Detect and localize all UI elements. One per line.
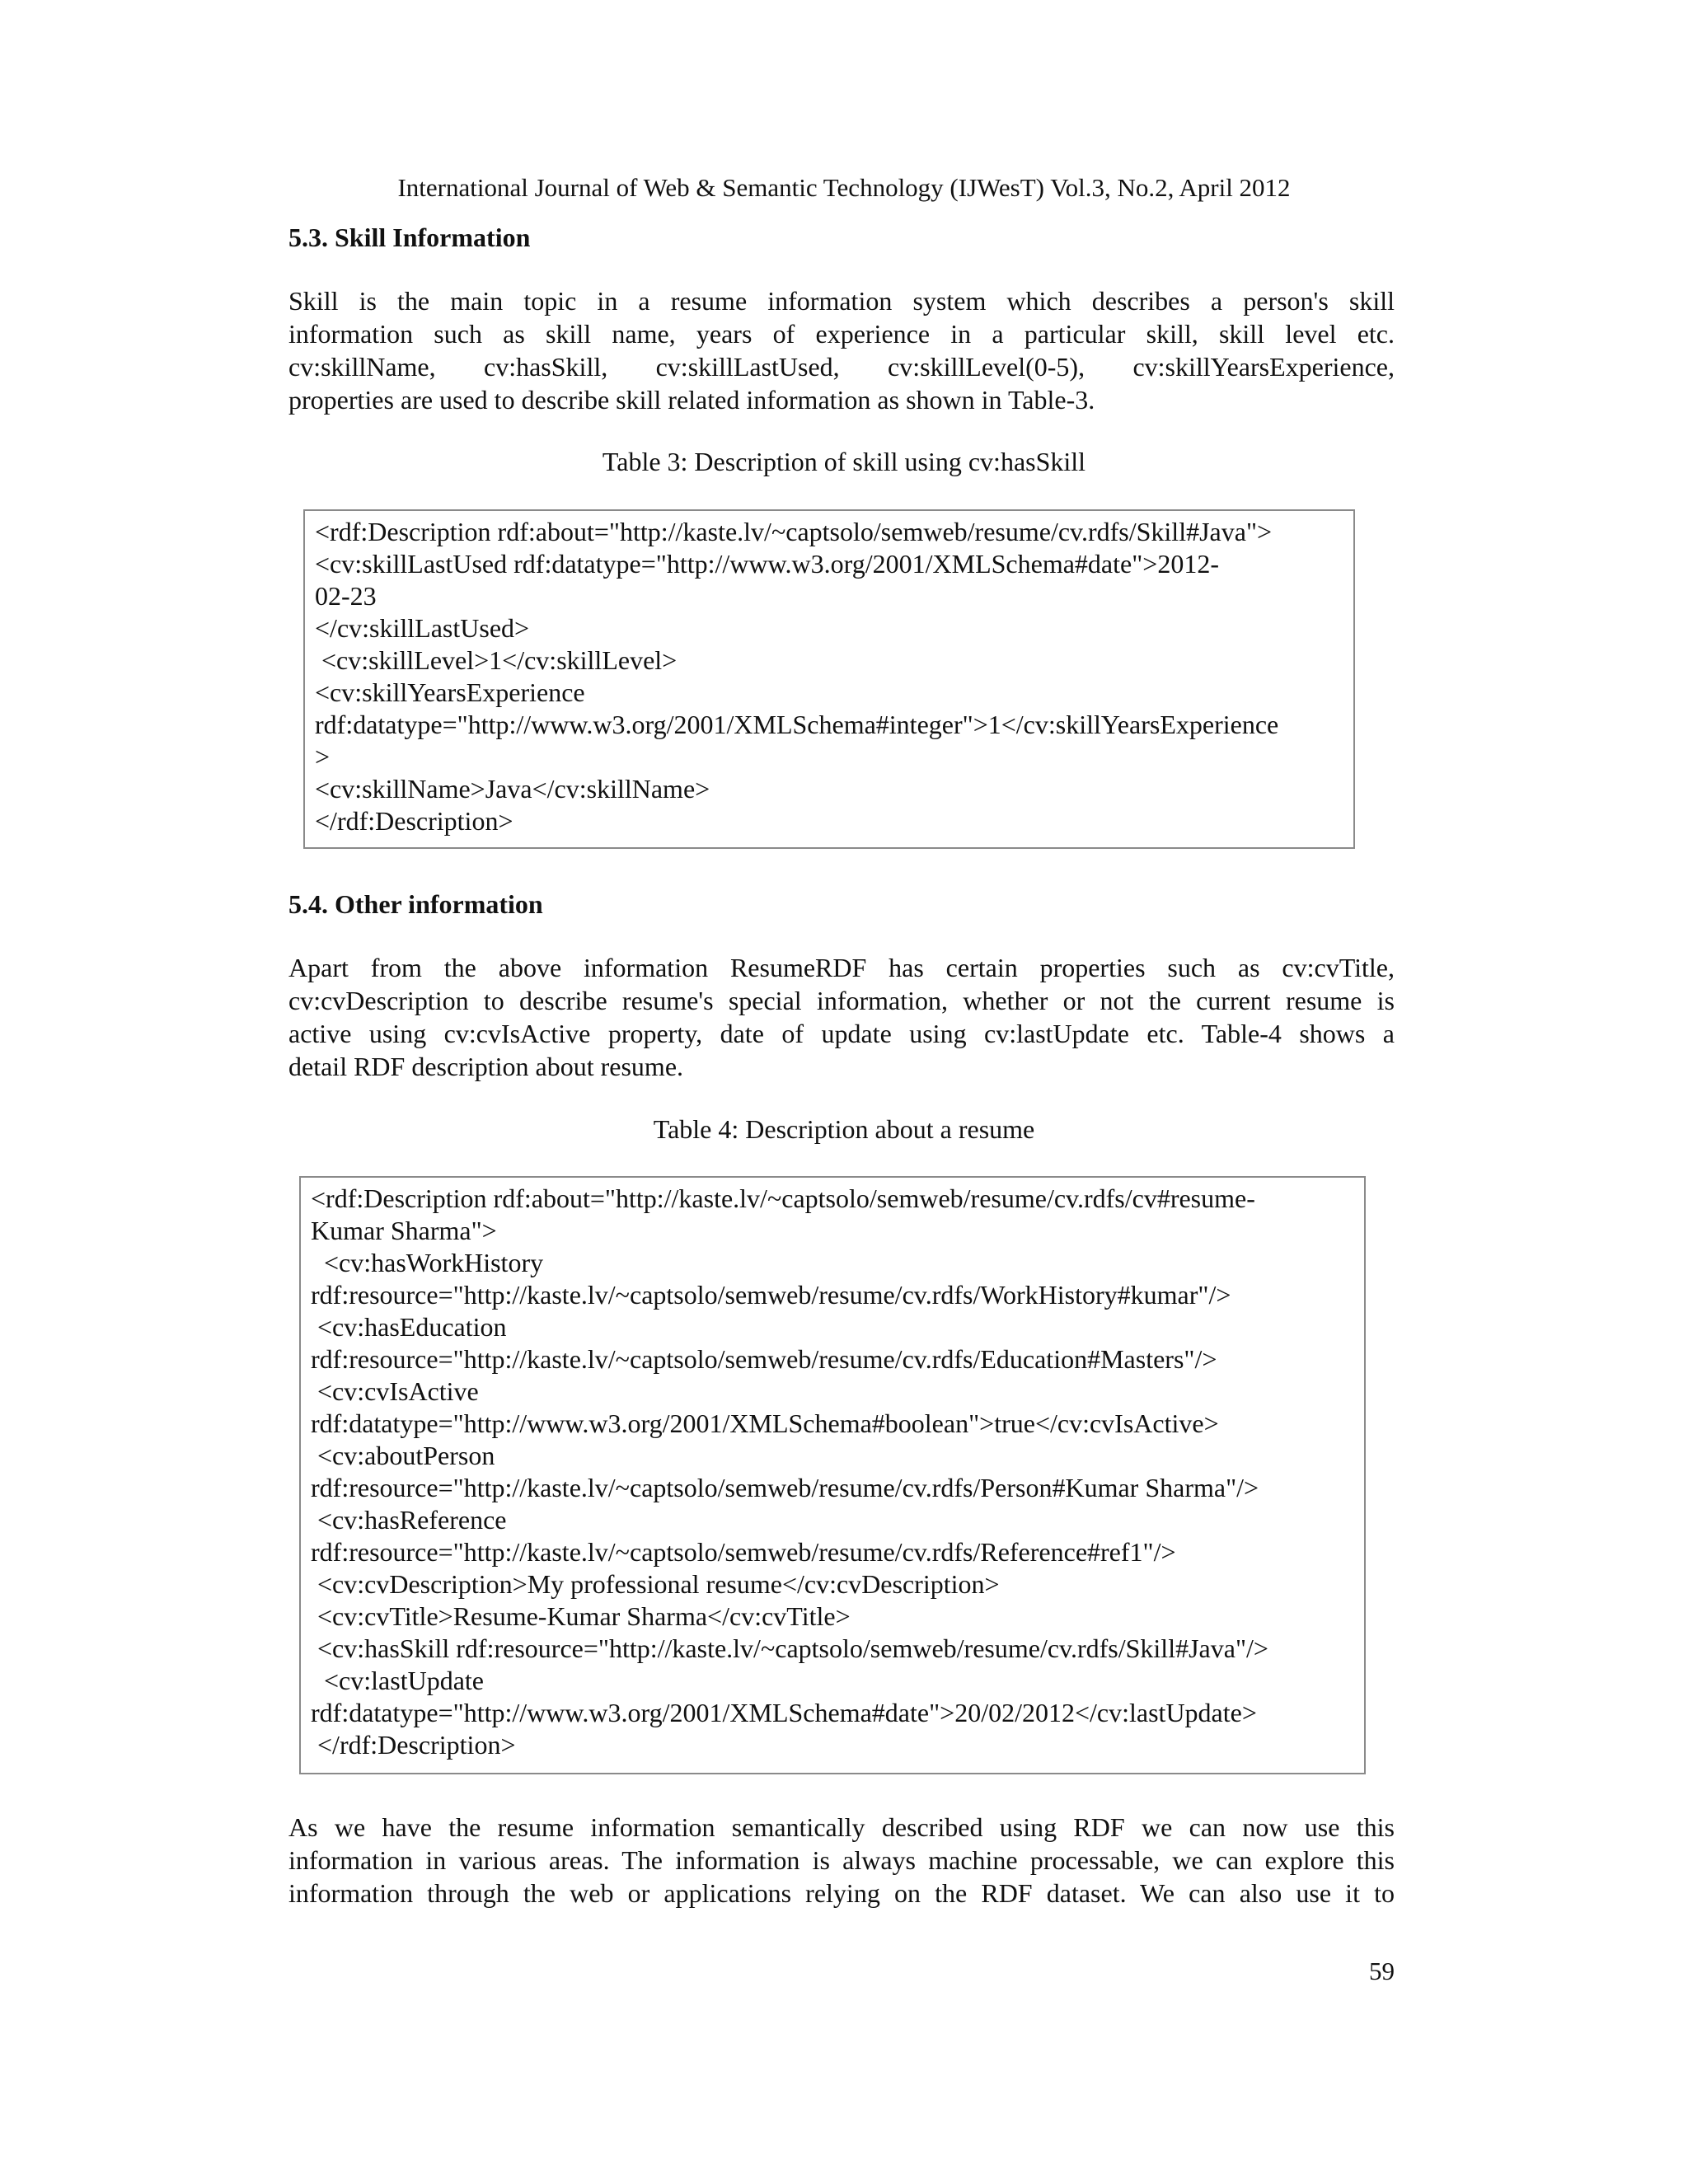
code-line: </rdf:Description> bbox=[315, 806, 513, 836]
code-line: <rdf:Description rdf:about="http://kaste.lv/~captsolo/semweb/resume/cv.rdfs/cv#resume- bbox=[311, 1183, 1255, 1213]
table-4-caption: Table 4: Description about a resume bbox=[653, 1114, 1035, 1144]
code-line: <cv:skillYearsExperience bbox=[315, 677, 585, 707]
paragraph-line: active using cv:cvIsActive property, date of update using cv:lastUpdate etc. Table-4 shows a bbox=[288, 1019, 1395, 1048]
section-heading-other-information: 5.4. Other information bbox=[288, 889, 543, 919]
code-line: <cv:cvIsActive bbox=[311, 1376, 479, 1406]
paragraph-line: As we have the resume information semantically described using RDF we can now use this bbox=[288, 1812, 1395, 1842]
section-heading-skill-information: 5.3. Skill Information bbox=[288, 223, 531, 252]
code-line: <cv:hasEducation bbox=[311, 1312, 507, 1342]
code-line: rdf:resource="http://kaste.lv/~captsolo/semweb/resume/cv.rdfs/WorkHistory#kumar"/> bbox=[311, 1280, 1231, 1310]
code-line: <cv:aboutPerson bbox=[311, 1441, 495, 1470]
code-line: <cv:hasWorkHistory bbox=[311, 1248, 544, 1277]
paragraph-line: Skill is the main topic in a resume information system which describes a person's skill bbox=[288, 286, 1395, 316]
closing-paragraph bbox=[288, 1811, 1395, 1910]
code-line: rdf:resource="http://kaste.lv/~captsolo/semweb/resume/cv.rdfs/Reference#ref1"/> bbox=[311, 1537, 1176, 1567]
code-line: rdf:datatype="http://www.w3.org/2001/XMLSchema#date">20/02/2012</cv:lastUpdate> bbox=[311, 1698, 1257, 1727]
code-line: <cv:cvDescription>My professional resume</cv:cvDescription> bbox=[311, 1569, 1000, 1599]
code-line: rdf:datatype="http://www.w3.org/2001/XMLSchema#boolean">true</cv:cvIsActive> bbox=[311, 1408, 1219, 1438]
paragraph-line: cv:cvDescription to describe resume's special information, whether or not the current resume is bbox=[288, 986, 1395, 1015]
code-line: rdf:datatype="http://www.w3.org/2001/XMLSchema#integer">1</cv:skillYearsExperience bbox=[315, 710, 1279, 739]
code-line: <cv:hasSkill rdf:resource="http://kaste.lv/~captsolo/semweb/resume/cv.rdfs/Skill#Java"/> bbox=[311, 1633, 1268, 1663]
code-line: <rdf:Description rdf:about="http://kaste.lv/~captsolo/semweb/resume/cv.rdfs/Skill#Java"> bbox=[315, 517, 1273, 546]
paragraph-line: information such as skill name, years of experience in a particular skill, skill level etc. bbox=[288, 319, 1395, 349]
skill-paragraph bbox=[288, 284, 1395, 416]
paragraph-line: properties are used to describe skill related information as shown in Table-3. bbox=[288, 385, 1095, 415]
code-line: 02-23 bbox=[315, 581, 377, 611]
table-3-code-box bbox=[303, 509, 1355, 849]
code-line: </rdf:Description> bbox=[311, 1730, 516, 1760]
page-number: 59 bbox=[1369, 1957, 1395, 1985]
paragraph-line: information through the web or applications relying on the RDF dataset. We can also use it to bbox=[288, 1878, 1395, 1908]
table-3-caption: Table 3: Description of skill using cv:hasSkill bbox=[602, 447, 1086, 476]
code-line: Kumar Sharma"> bbox=[311, 1216, 497, 1245]
code-line: > bbox=[315, 742, 331, 771]
code-line: rdf:resource="http://kaste.lv/~captsolo/semweb/resume/cv.rdfs/Person#Kumar Sharma"/> bbox=[311, 1473, 1259, 1502]
paragraph-line: Apart from the above information ResumeRDF has certain properties such as cv:cvTitle, bbox=[288, 953, 1395, 982]
code-line: </cv:skillLastUsed> bbox=[315, 613, 530, 643]
code-line: <cv:lastUpdate bbox=[311, 1666, 484, 1695]
running-header: International Journal of Web & Semantic Technology (IJWesT) Vol.3, No.2, April 2012 bbox=[397, 173, 1291, 202]
paragraph-line: cv:skillName, cv:hasSkill, cv:skillLastUsed, cv:skillLevel(0-5), cv:skillYearsExperience, bbox=[288, 352, 1395, 382]
code-line: rdf:resource="http://kaste.lv/~captsolo/semweb/resume/cv.rdfs/Education#Masters"/> bbox=[311, 1344, 1217, 1374]
other-information-paragraph bbox=[288, 951, 1395, 1083]
code-line: <cv:skillLevel>1</cv:skillLevel> bbox=[315, 645, 678, 675]
code-line: <cv:cvTitle>Resume-Kumar Sharma</cv:cvTitle> bbox=[311, 1601, 851, 1631]
code-line: <cv:skillLastUsed rdf:datatype="http://www.w3.org/2001/XMLSchema#date">2012- bbox=[315, 549, 1219, 579]
code-line: <cv:skillName>Java</cv:skillName> bbox=[315, 774, 710, 804]
code-line: <cv:hasReference bbox=[311, 1505, 507, 1535]
table-4-code-box bbox=[299, 1176, 1366, 1774]
paragraph-line: detail RDF description about resume. bbox=[288, 1052, 684, 1081]
paragraph-line: information in various areas. The information is always machine processable, we can explore this bbox=[288, 1845, 1395, 1875]
